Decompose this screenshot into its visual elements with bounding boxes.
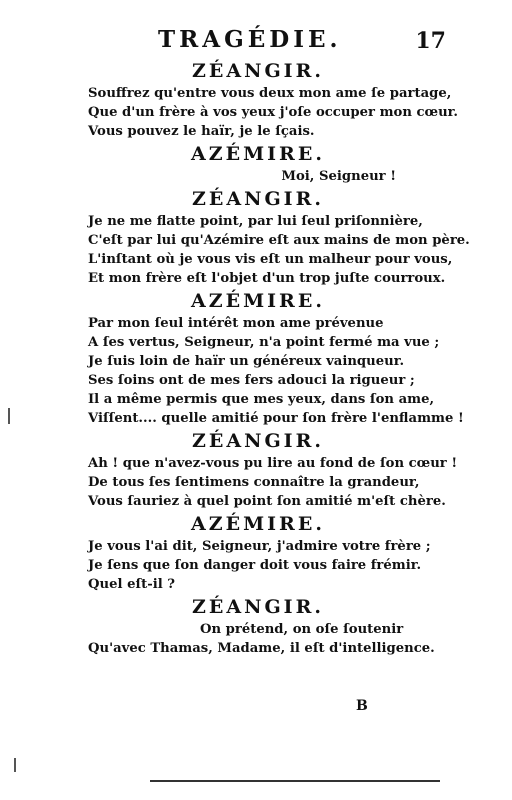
verse-line: L'inſtant où je vous vis eſt un malheur pour vous, [88,252,453,267]
verse-line: Je vous l'ai dit, Seigneur, j'admire votre frère ; [88,539,431,554]
verse-line: On prétend, on oſe ſoutenir [200,622,404,637]
verse-line: A ſes vertus, Seigneur, n'a point fermé ma vue ; [88,335,440,350]
verse-line: Viſſent.... quelle amitié pour ſon frère l'enflamme ! [88,411,464,426]
speaker-heading: AZÉMIRE. [191,290,325,312]
verse-line: Il a même permis que mes yeux, dans ſon ame, [88,392,435,407]
speaker-heading: ZÉANGIR. [192,596,324,618]
verse-line: C'eſt par lui qu'Azémire eſt aux mains de mon père. [88,233,470,248]
verse-line: Que d'un frère à vos yeux j'oſe occuper mon cœur. [88,105,459,120]
verse-line: Je ſens que ſon danger doit vous faire frémir. [88,558,422,573]
speaker-heading: ZÉANGIR. [192,188,324,210]
running-title: TRAGÉDIE. [158,26,342,53]
verse-line: Vous ſauriez à quel point ſon amitié m'eſt chère. [88,494,446,509]
verse-line: Je ne me flatte point, par lui ſeul priſonnière, [88,214,423,229]
verse-line: Moi, Seigneur ! [281,169,396,184]
play-text [88,58,470,658]
margin-mark [8,408,10,424]
signature-mark: B [356,698,368,714]
verse-line: Quel eſt-il ? [88,577,176,592]
verse-line: Et mon frère eſt l'objet d'un trop juſte courroux. [88,271,446,286]
speaker-heading: AZÉMIRE. [191,143,325,165]
verse-line: Souffrez qu'entre vous deux mon ame ſe partage, [88,86,452,101]
page-bottom-rule [150,780,440,782]
verse-line: Vous pouvez le haïr, je le ſçais. [88,124,315,139]
verse-line: De tous ſes ſentimens connaître la grandeur, [88,475,420,490]
speaker-heading: ZÉANGIR. [192,430,324,452]
verse-line: Par mon ſeul intérêt mon ame prévenue [88,316,384,331]
page-number: 17 [415,28,446,54]
verse-line: Ah ! que n'avez-vous pu lire au fond de ſon cœur ! [88,456,458,471]
verse-line: Je ſuis loin de haïr un généreux vainqueur. [88,354,405,369]
page-header [0,26,512,54]
verse-line: Qu'avec Thamas, Madame, il eſt d'intelligence. [88,641,435,656]
speaker-heading: ZÉANGIR. [192,60,324,82]
speaker-heading: AZÉMIRE. [191,513,325,535]
verse-line: Ses ſoins ont de mes fers adouci la rigueur ; [88,373,415,388]
margin-mark [14,758,16,772]
